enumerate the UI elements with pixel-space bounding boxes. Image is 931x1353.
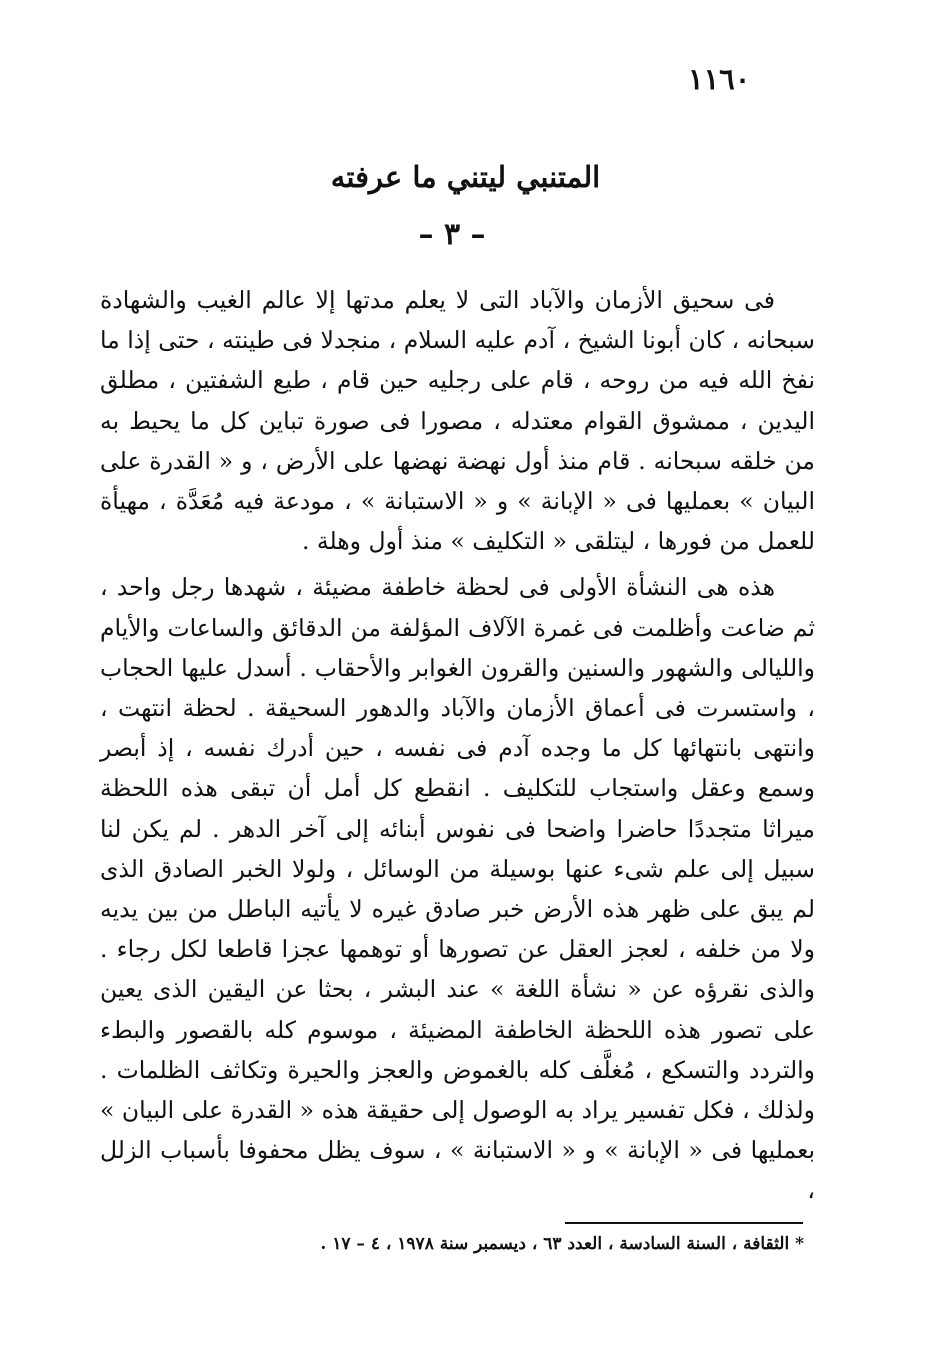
footnote-divider bbox=[565, 1222, 803, 1224]
paragraph-1: فى سحيق الأزمان والآباد التى لا يعلم مدتها إلا عالم الغيب والشهادة سبحانه ، كان أبونا الشيخ ، آدم عليه السلام ، منجدلا فى طينته ، حتى إذا ما نفخ الله فيه من روحه ، قام على رجليه حين قام ، طيع الشفتين ، مطلق اليدين ، ممشوق القوام معتدله ، مصورا فى صورة تباين كل ما يحيط به من خلقه سبحانه . قام منذ أول نهضة نهضها على الأرض ، و « القدرة على البيان » بعمليها فى « الإبانة » و « الاستبانة » ، مودعة فيه مُعَدَّة ، مهيأة للعمل من فورها ، ليتلقى « التكليف » منذ أول وهلة . bbox=[100, 286, 815, 556]
page-number: ١١٦٠ bbox=[688, 62, 751, 96]
footnote: * الثقافة ، السنة السادسة ، العدد ٦٣ ، ديسمبر سنة ١٩٧٨ ، ٤ – ١٧ . bbox=[320, 1234, 804, 1254]
article-title: المتنبي ليتني ما عرفته bbox=[330, 160, 601, 194]
article-body bbox=[100, 280, 815, 1211]
paragraph-2: هذه هى النشأة الأولى فى لحظة خاطفة مضيئة ، شهدها رجل واحد ، ثم ضاعت وأظلمت فى غمرة الآلاف المؤلفة من الدقائق والساعات والأيام والليالى والشهور والسنين والقرون الغوابر والأحقاب . أسدل عليها الحجاب ، واستسرت فى أعماق الأزمان والآباد والدهور السحيقة . لحظة انتهت ، وانتهى بانتهائها كل ما وجده آدم فى نفسه ، حين أدرك نفسه ، إذ أبصر وسمع وعقل واستجاب للتكليف . انقطع كل أمل أن تبقى هذه اللحظة ميراثا متجددًا حاضرا واضحا فى نفوس أبنائه إلى آخر الدهر . لم يكن لنا سبيل إلى علم شىء عنها بوسيلة من الوسائل ، ولولا الخبر الصادق الذى لم يبق على ظهر هذه الأرض خبر صادق غيره لا يأتيه الباطل من بين يديه ولا من خلفه ، لعجز العقل عن تصورها أو توهمها عجزا قاطعا لكل رجاء . والذى نقرؤه عن « نشأة اللغة » عند البشر ، بحثا عن اليقين الذى يعين على تصور هذه اللحظة الخاطفة المضيئة ، موسوم كله بالقصور والبطء والتردد والتسكع ، مُغلَّف كله بالغموض والعجز والحيرة وتكاثف الظلمات . ولذلك ، فكل تفسير يراد به الوصول إلى حقيقة هذه « القدرة على البيان » بعمليها فى « الإبانة » و « الاستبانة » ، سوف يظل محفوفا بأسباب الزلل ، bbox=[100, 573, 815, 1205]
part-number: – ٣ – bbox=[418, 217, 486, 252]
